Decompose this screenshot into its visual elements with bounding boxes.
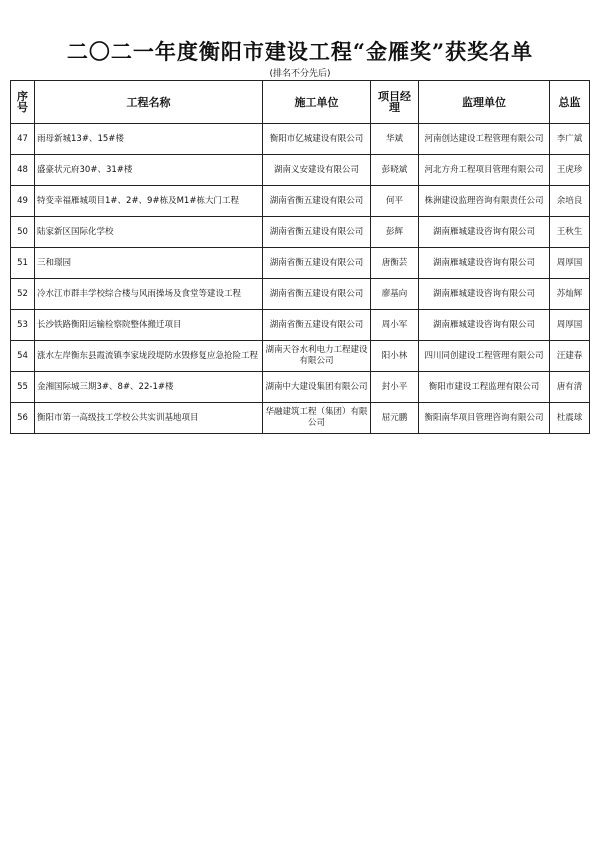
table-row [11, 403, 590, 434]
cell-chief-supervisor: 杜震球 [550, 403, 590, 434]
cell-supervisor-unit: 河南创达建设工程管理有限公司 [419, 124, 550, 155]
awards-table [10, 80, 590, 434]
cell-chief-supervisor: 周厚国 [550, 310, 590, 341]
cell-project-manager: 屈元鹏 [371, 403, 419, 434]
table-row [11, 310, 590, 341]
cell-supervisor-unit: 衡阳南华项目管理咨询有限公司 [419, 403, 550, 434]
cell-index: 56 [11, 403, 35, 434]
header-index: 序号 [11, 81, 35, 124]
cell-index: 48 [11, 155, 35, 186]
cell-project-name: 涨水左岸衡东县霞流镇李家垅段堤防水毁修复应急抢险工程 [35, 341, 263, 372]
cell-project-name: 盛豪状元府30#、31#楼 [35, 155, 263, 186]
header-contractor: 施工单位 [263, 81, 371, 124]
cell-chief-supervisor: 唐有清 [550, 372, 590, 403]
cell-contractor: 湖南省衡五建设有限公司 [263, 310, 371, 341]
cell-project-manager: 廖基向 [371, 279, 419, 310]
cell-chief-supervisor: 余培良 [550, 186, 590, 217]
cell-supervisor-unit: 湖南雁城建设咨询有限公司 [419, 279, 550, 310]
cell-index: 53 [11, 310, 35, 341]
cell-project-name: 雨母新城13#、15#楼 [35, 124, 263, 155]
cell-supervisor-unit: 湖南雁城建设咨询有限公司 [419, 217, 550, 248]
header-project-name: 工程名称 [35, 81, 263, 124]
table-row [11, 248, 590, 279]
cell-chief-supervisor: 王虎珍 [550, 155, 590, 186]
cell-index: 55 [11, 372, 35, 403]
cell-contractor: 湖南省衡五建设有限公司 [263, 186, 371, 217]
cell-contractor: 衡阳市亿城建设有限公司 [263, 124, 371, 155]
cell-project-manager: 周小军 [371, 310, 419, 341]
cell-index: 52 [11, 279, 35, 310]
cell-contractor: 湖南省衡五建设有限公司 [263, 279, 371, 310]
cell-supervisor-unit: 四川同创建设工程管理有限公司 [419, 341, 550, 372]
cell-project-name: 长沙铁路衡阳运输检察院整体搬迁项目 [35, 310, 263, 341]
cell-supervisor-unit: 河北方舟工程项目管理有限公司 [419, 155, 550, 186]
cell-project-manager: 唐衡芸 [371, 248, 419, 279]
cell-contractor: 华融建筑工程（集团）有限公司 [263, 403, 371, 434]
cell-project-manager: 彭辉 [371, 217, 419, 248]
cell-supervisor-unit: 湖南雁城建设咨询有限公司 [419, 310, 550, 341]
cell-project-name: 三和璟园 [35, 248, 263, 279]
page-title: 二〇二一年度衡阳市建设工程“金雁奖”获奖名单 [66, 39, 534, 64]
cell-supervisor-unit: 湖南雁城建设咨询有限公司 [419, 248, 550, 279]
table-row [11, 341, 590, 372]
cell-index: 51 [11, 248, 35, 279]
cell-contractor: 湖南省衡五建设有限公司 [263, 217, 371, 248]
cell-supervisor-unit: 衡阳市建设工程监理有限公司 [419, 372, 550, 403]
cell-supervisor-unit: 株洲建设监理咨询有限责任公司 [419, 186, 550, 217]
cell-project-name: 衡阳市第一高级技工学校公共实训基地项目 [35, 403, 263, 434]
cell-chief-supervisor: 王秋生 [550, 217, 590, 248]
table-row [11, 155, 590, 186]
cell-project-manager: 封小平 [371, 372, 419, 403]
cell-project-manager: 彭晓斌 [371, 155, 419, 186]
cell-project-manager: 何平 [371, 186, 419, 217]
cell-contractor: 湖南省衡五建设有限公司 [263, 248, 371, 279]
cell-contractor: 湖南中大建设集团有限公司 [263, 372, 371, 403]
cell-project-manager: 华斌 [371, 124, 419, 155]
table-row [11, 372, 590, 403]
cell-index: 47 [11, 124, 35, 155]
cell-contractor: 湖南义安建设有限公司 [263, 155, 371, 186]
cell-project-manager: 阳小林 [371, 341, 419, 372]
ranking-note: (排名不分先后) [269, 69, 331, 79]
table-header-row [11, 81, 590, 124]
cell-chief-supervisor: 李广斌 [550, 124, 590, 155]
cell-index: 50 [11, 217, 35, 248]
table-row [11, 186, 590, 217]
table-row [11, 217, 590, 248]
header-chief-supervisor: 总监 [550, 81, 590, 124]
cell-index: 54 [11, 341, 35, 372]
table-row [11, 124, 590, 155]
cell-project-name: 特变幸福雁城项目1#、2#、9#栋及M1#栋大门工程 [35, 186, 263, 217]
cell-chief-supervisor: 汪建春 [550, 341, 590, 372]
cell-chief-supervisor: 周厚国 [550, 248, 590, 279]
header-supervisor-unit: 监理单位 [419, 81, 550, 124]
header-project-manager: 项目经理 [371, 81, 419, 124]
table-row [11, 279, 590, 310]
cell-project-name: 冷水江市群丰学校综合楼与风雨操场及食堂等建设工程 [35, 279, 263, 310]
awards-table-body [11, 124, 590, 434]
cell-chief-supervisor: 苏灿辉 [550, 279, 590, 310]
cell-project-name: 陆家新区国际化学校 [35, 217, 263, 248]
cell-index: 49 [11, 186, 35, 217]
cell-project-name: 金湘国际城三期3#、8#、22-1#楼 [35, 372, 263, 403]
cell-contractor: 湖南天谷水利电力工程建设有限公司 [263, 341, 371, 372]
